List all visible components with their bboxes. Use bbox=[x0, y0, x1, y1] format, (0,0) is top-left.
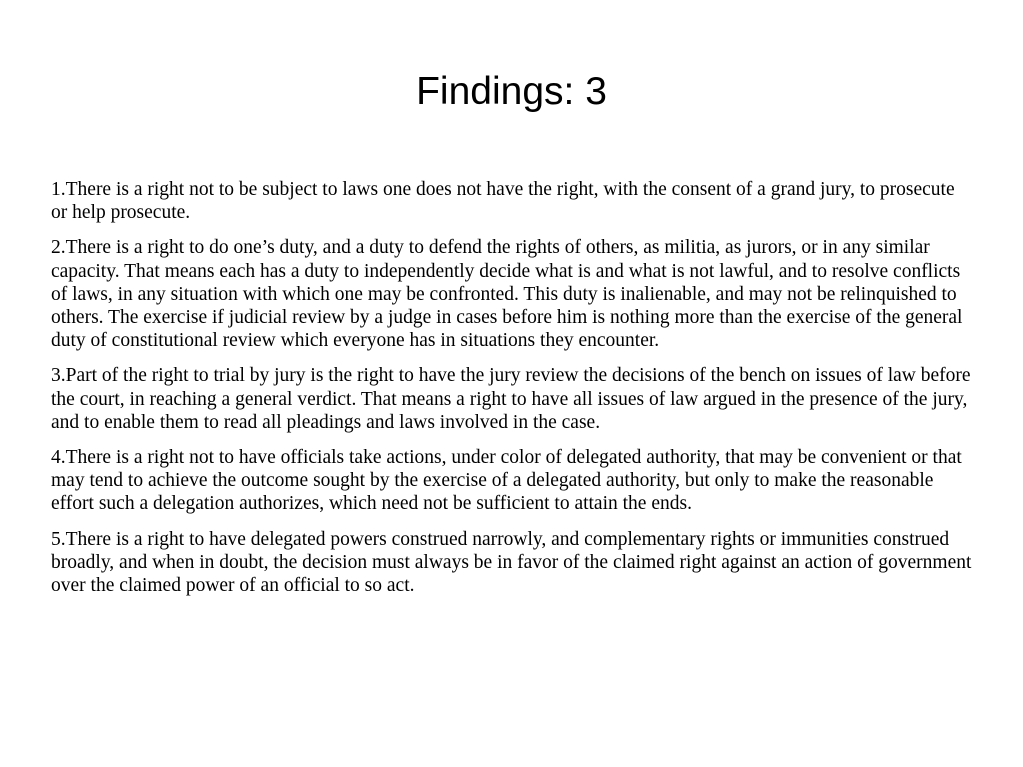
finding-1: 1.There is a right not to be subject to laws one does not have the right, with the consent of a grand jury, to prosecute or help prosecute. bbox=[51, 179, 955, 224]
finding-5: 5.There is a right to have delegated powers construed narrowly, and complementary rights or immunities construed broadly, and when in doubt, the decision must always be in favor of the claimed right against an action of government over the claimed power of an official to so act. bbox=[51, 528, 972, 597]
slide-title: Findings: 3 bbox=[416, 70, 607, 113]
finding-4: 4.There is a right not to have officials take actions, under color of delegated authority, that may be convenient or that may tend to achieve the outcome sought by the exercise of a delegated authority, but only to make the reasonable effort such a delegation authorizes, which need not be sufficient to attain the ends. bbox=[51, 447, 962, 515]
findings-list bbox=[51, 178, 973, 609]
finding-3: 3.Part of the right to trial by jury is the right to have the jury review the decisions of the bench on issues of law before the court, in reaching a general verdict. That means a right to have all issues of law argued in the presence of the jury, and to enable them to read all pleadings and laws involved in the case. bbox=[51, 365, 971, 433]
finding-2: 2.There is a right to do one’s duty, and a duty to defend the rights of others, as militia, as jurors, or in any similar capacity. That means each has a duty to independently decide what is and what is not lawful, and to resolve conflicts of laws, in any situation with which one may be confronted. This duty is inalienable, and may not be relinquished to others. The exercise if judicial review by a judge in cases before him is nothing more than the exercise of the general duty of constitutional review which everyone has in situations they encounter. bbox=[51, 237, 963, 352]
